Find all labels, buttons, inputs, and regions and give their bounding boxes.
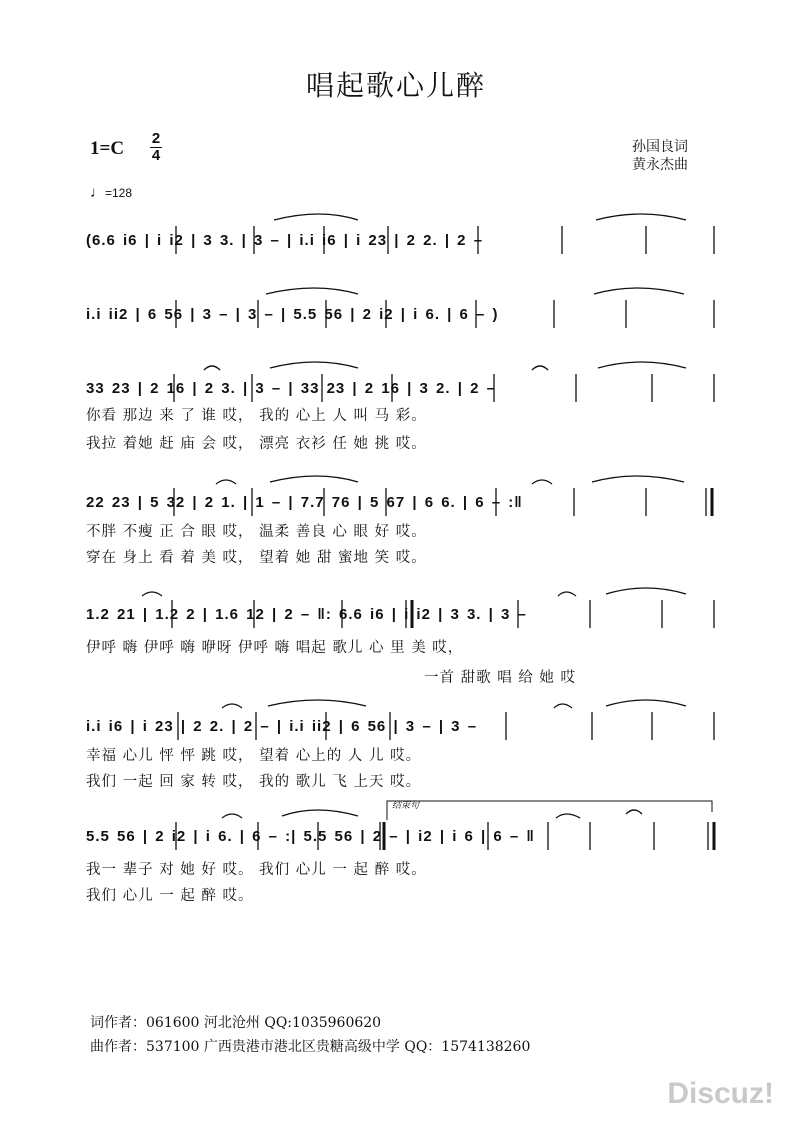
music-notes-4: 22 23 | 5 32 | 2 1. | 1 – | 7.7 76 | 5 67 | 6 6. | 6 – :‖ — [86, 494, 523, 511]
music-line-7 — [86, 822, 716, 860]
time-signature — [150, 132, 162, 163]
ending-label: 结束句 — [392, 801, 420, 811]
music-notes-6: i.i i6 | i 23 | 2 2. | 2 – | i.i ii2 | 6 56 | 3 – | 3 – — [86, 718, 478, 735]
lyric-line-4: 穿在 身上 看 着 美 哎， 望着 她 甜 蜜地 笑 哎。 — [86, 550, 427, 566]
music-notes-1: (6.6 i6 | i i2 | 3 3. | 3 – | i.i i6 | i 23 | 2 2. | 2 – — [86, 232, 484, 249]
time-signature-top: 2 — [151, 130, 161, 147]
lyricist: 孙国良词 — [632, 139, 688, 155]
time-signature-bottom: 4 — [151, 147, 161, 164]
music-notes-3: 33 23 | 2 16 | 2 3. | 3 – | 33 23 | 2 16 | 3 2. | 2 – — [86, 380, 496, 397]
key-signature: 1=C — [90, 138, 125, 159]
music-notes-7: 5.5 56 | 2 i2 | i 6. | 6 – :| 5.5 56 | 2 – | i2 | i 6 | 6 – ‖ — [86, 828, 535, 845]
music-notes-5: 1.2 21 | 1.2 2 | 1.6 12 | 2 – ‖: 6.6 i6 | i i2 | 3 3. | 3 – — [86, 606, 527, 623]
music-line-5 — [86, 600, 716, 638]
ending-bracket — [386, 800, 716, 822]
music-line-2 — [86, 300, 716, 338]
lyric-line-3: 不胖 不瘦 正 合 眼 哎， 温柔 善良 心 眼 好 哎。 — [86, 524, 427, 540]
lyric-line-8: 我们 一起 回 家 转 哎， 我的 歌儿 飞 上天 哎。 — [86, 774, 422, 790]
music-notes-2: i.i ii2 | 6 56 | 3 – | 3 – | 5.5 56 | 2 i2 | i 6. | 6 – ) — [86, 306, 499, 323]
tempo-value: =128 — [105, 186, 133, 200]
footer-lyricist-info: 词作者：061600 河北沧州 QQ:1035960620 — [90, 1015, 382, 1031]
song-title: 唱起歌心儿醉 — [305, 69, 486, 102]
lyric-line-9: 我一 辈子 对 她 好 哎。 我们 心儿 一 起 醉 哎。 — [86, 862, 427, 878]
footer-composer-info: 曲作者：537100 广西贵港市港北区贵糖高级中学 QQ：1574138260 — [90, 1039, 531, 1055]
lyric-line-5: 伊呼 嗨 伊呼 嗨 咿呀 伊呼 嗨 唱起 歌儿 心 里 美 哎， — [86, 640, 464, 656]
watermark-logo: Discuz! — [667, 1077, 774, 1110]
lyric-line-7: 幸福 心儿 怦 怦 跳 哎， 望着 心上的 人 儿 哎。 — [86, 748, 422, 764]
lyric-line-10: 我们 心儿 一 起 醉 哎。 — [86, 888, 254, 904]
lyric-line-6: 一首 甜歌 唱 给 她 哎 — [424, 670, 577, 686]
music-line-1 — [86, 226, 716, 264]
lyric-line-1: 你看 那边 来 了 谁 哎， 我的 心上 人 叫 马 彩。 — [86, 408, 427, 424]
tempo-marking — [90, 184, 132, 201]
credits — [632, 138, 688, 174]
lyric-line-2: 我拉 着她 赶 庙 会 哎， 漂亮 衣衫 任 她 挑 哎。 — [86, 436, 427, 452]
composer: 黄永杰曲 — [632, 157, 688, 173]
quarter-note-icon: ♩ — [90, 184, 105, 201]
